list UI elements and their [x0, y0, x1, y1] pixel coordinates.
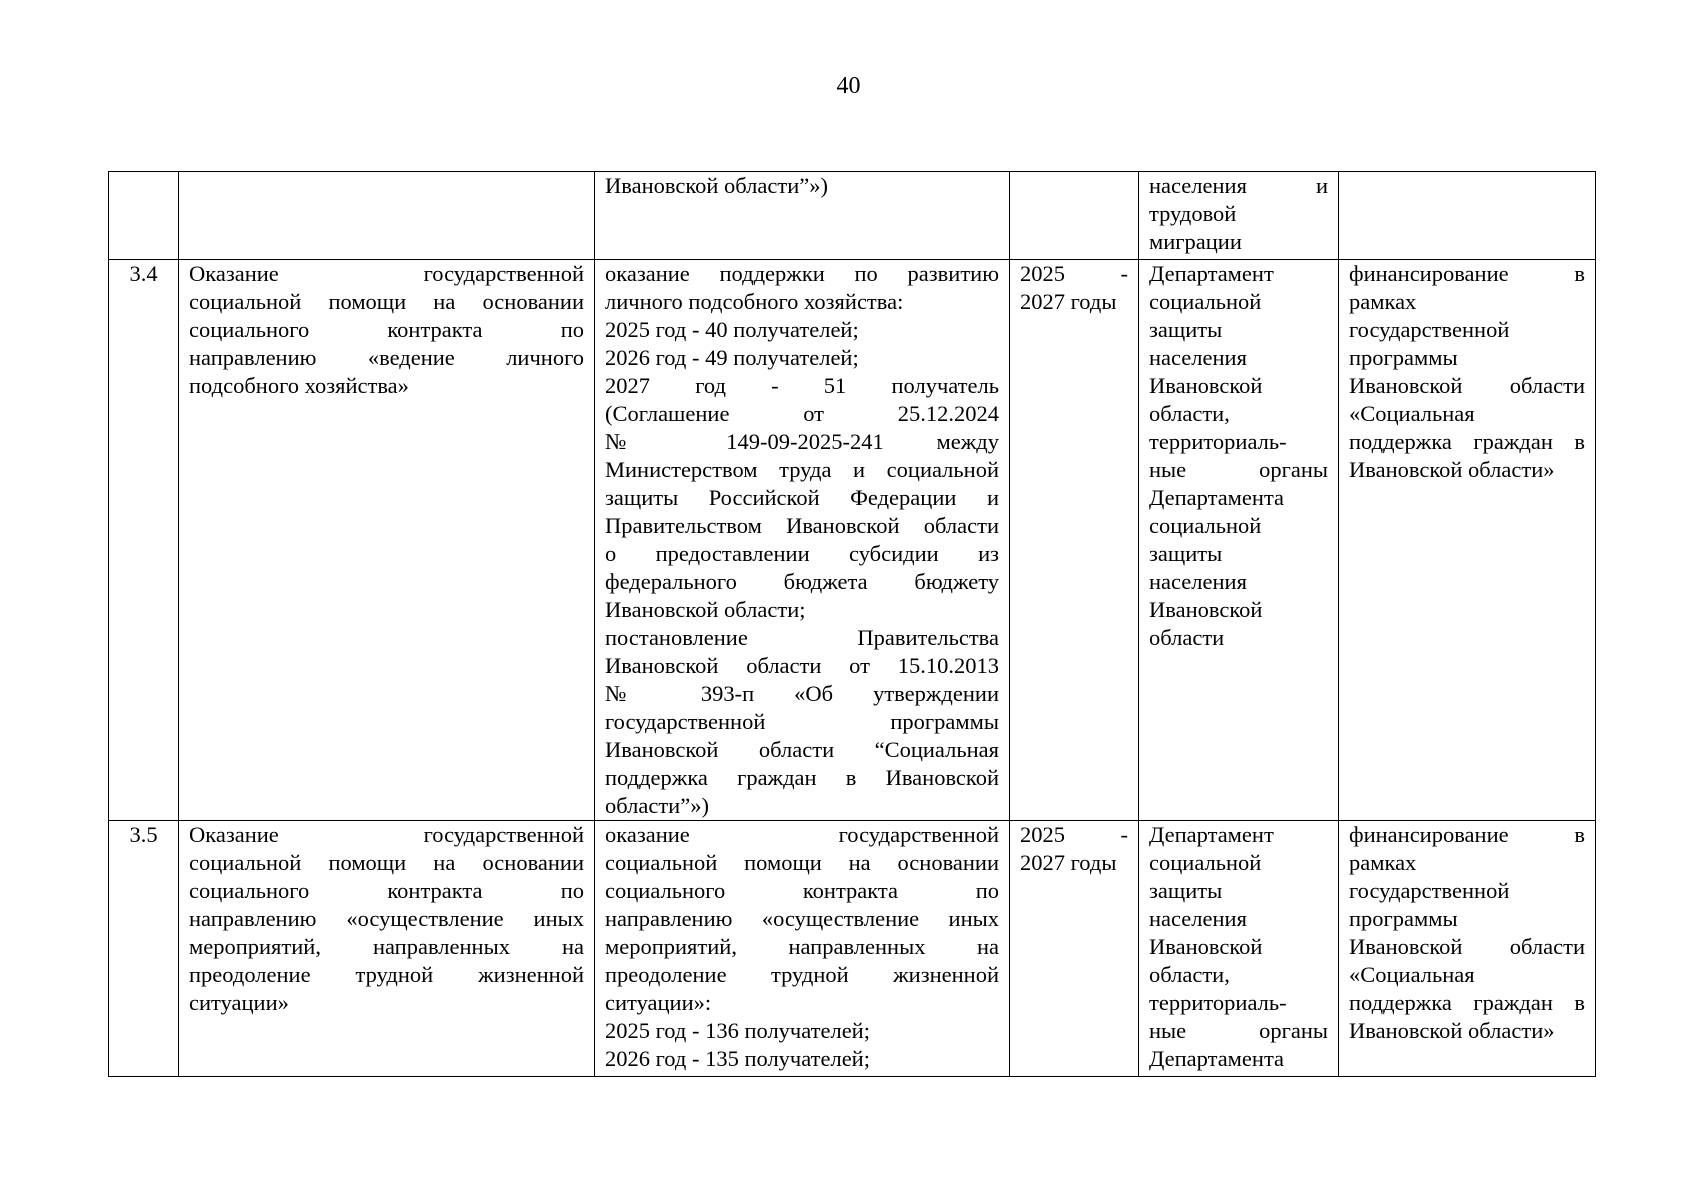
cell-text-line: защиты — [1149, 878, 1223, 903]
cell-text-line: социальной — [1149, 513, 1262, 538]
term-cell — [1010, 260, 1139, 821]
cell-text-line: государственной программы — [605, 709, 999, 734]
cell-text-line: социальной — [1149, 289, 1262, 314]
cell-text-line: социального контракта по — [189, 317, 584, 342]
cell-text-line: рамках — [1349, 850, 1417, 875]
cell-text-line: Департамента — [1149, 1046, 1285, 1071]
cell-text-line: защиты — [1149, 317, 1223, 342]
table-row — [109, 821, 1596, 1077]
cell-text-line: Ивановской области — [1349, 934, 1585, 959]
cell-text-line: направлению «ведение личного — [189, 345, 584, 370]
cell-text-line: мероприятий, направленных на — [605, 934, 999, 959]
cell-text-line: поддержка граждан в Ивановской — [605, 765, 999, 790]
cell-text-line: 2027 год - 51 получатель — [605, 373, 999, 398]
cell-text-line: Ивановской области; — [605, 597, 806, 622]
cell-text-line: 2027 годы — [1020, 289, 1117, 314]
cell-text-line: № 149-09-2025-241 между — [605, 429, 999, 454]
cell-text-line: о предоставлении субсидии из — [605, 541, 999, 566]
term-cell — [1010, 172, 1139, 260]
cell-text-line: области — [1149, 625, 1225, 650]
cell-text-line: направлению «осуществление иных — [189, 906, 584, 931]
measure-name-cell — [179, 172, 595, 260]
cell-text-line: населения и — [1149, 173, 1328, 198]
cell-text-line: Министерством труда и социальной — [605, 457, 999, 482]
cell-text-line: финансирование в — [1349, 261, 1585, 286]
cell-text-line: постановление Правительства — [605, 625, 999, 650]
table-row — [109, 172, 1596, 260]
notes-cell — [1339, 172, 1596, 260]
notes-cell — [1339, 821, 1596, 1077]
cell-text-line: поддержка граждан в — [1349, 990, 1585, 1015]
cell-text-line: Оказание государственной — [189, 822, 584, 847]
table-body — [109, 172, 1596, 1077]
measure-basis-cell — [595, 260, 1010, 821]
cell-text-line: населения — [1149, 569, 1247, 594]
cell-text-line: финансирование в — [1349, 822, 1585, 847]
cell-text-line: оказание государственной — [605, 822, 999, 847]
cell-text-line: социальной помощи на основании — [189, 289, 584, 314]
cell-text-line: области, — [1149, 962, 1230, 987]
page-number: 40 — [836, 73, 861, 99]
measure-basis-cell — [595, 172, 1010, 260]
responsible-cell — [1139, 260, 1339, 821]
row-number-cell: 3.4 — [109, 260, 179, 821]
cell-text-line: Оказание государственной — [189, 261, 584, 286]
cell-text-line: Ивановской — [1149, 597, 1263, 622]
cell-text-line: оказание поддержки по развитию — [605, 261, 999, 286]
cell-text-line: населения — [1149, 906, 1247, 931]
cell-text-line: трудовой — [1149, 201, 1237, 226]
row-number-cell: 3.5 — [109, 821, 179, 1077]
cell-text-line: населения — [1149, 345, 1247, 370]
cell-text-line: Департамент — [1149, 822, 1274, 847]
cell-text-line: Департамент — [1149, 261, 1274, 286]
cell-text-line: программы — [1349, 345, 1458, 370]
measures-table — [108, 171, 1596, 1077]
cell-text-line: Ивановской — [1149, 934, 1263, 959]
cell-text-line: направлению «осуществление иных — [605, 906, 999, 931]
cell-text-line: ситуации» — [189, 990, 289, 1015]
cell-text-line: 2025 год - 40 получателей; — [605, 317, 859, 342]
cell-text-line: подсобного хозяйства» — [189, 373, 409, 398]
cell-text-line: № 393-п «Об утверждении — [605, 681, 999, 706]
cell-text-line: преодоление трудной жизненной — [189, 962, 584, 987]
cell-text-line: (Соглашение от 25.12.2024 — [605, 401, 999, 426]
responsible-cell — [1139, 172, 1339, 260]
cell-text-line: Ивановской — [1149, 373, 1263, 398]
cell-text-line: ные органы — [1149, 457, 1328, 482]
cell-text-line: ситуации»: — [605, 990, 712, 1015]
cell-text-line: территориаль- — [1149, 990, 1287, 1015]
row-number-cell — [109, 172, 179, 260]
cell-text-line: «Социальная — [1349, 401, 1475, 426]
term-cell — [1010, 821, 1139, 1077]
cell-text-line: защиты — [1149, 541, 1223, 566]
cell-text-line: 2026 год - 135 получателей; — [605, 1046, 870, 1071]
cell-text-line: миграции — [1149, 229, 1242, 254]
cell-text-line: рамках — [1349, 289, 1417, 314]
cell-text-line: социального контракта по — [189, 878, 584, 903]
cell-text-line: Ивановской области от 15.10.2013 — [605, 653, 999, 678]
cell-text-line: 2025 год - 136 получателей; — [605, 1018, 870, 1043]
cell-text-line: Департамента — [1149, 485, 1285, 510]
cell-text-line: федерального бюджета бюджету — [605, 569, 999, 594]
cell-text-line: защиты Российской Федерации и — [605, 485, 999, 510]
cell-text-line: социального контракта по — [605, 878, 999, 903]
cell-text-line: социальной — [1149, 850, 1262, 875]
responsible-cell — [1139, 821, 1339, 1077]
cell-text-line: «Социальная — [1349, 962, 1475, 987]
cell-text-line: личного подсобного хозяйства: — [605, 289, 904, 314]
cell-text-line: 2025 - — [1020, 822, 1128, 847]
cell-text-line: 2027 годы — [1020, 850, 1117, 875]
cell-text-line: социальной помощи на основании — [189, 850, 584, 875]
cell-text-line: Ивановской области» — [1349, 457, 1555, 482]
measure-name-cell — [179, 260, 595, 821]
cell-text-line: Ивановской области “Социальная — [605, 737, 999, 762]
cell-text-line: 2025 - — [1020, 261, 1128, 286]
cell-text-line: поддержка граждан в — [1349, 429, 1585, 454]
cell-text-line: социальной помощи на основании — [605, 850, 999, 875]
measure-basis-cell — [595, 821, 1010, 1077]
cell-text-line: Ивановской области”») — [605, 173, 828, 198]
notes-cell — [1339, 260, 1596, 821]
cell-text-line: программы — [1349, 906, 1458, 931]
cell-text-line: мероприятий, направленных на — [189, 934, 584, 959]
table-row — [109, 260, 1596, 821]
cell-text-line: Ивановской области — [1349, 373, 1585, 398]
cell-text-line: области”») — [605, 793, 709, 818]
cell-text-line: 2026 год - 49 получателей; — [605, 345, 859, 370]
measure-name-cell — [179, 821, 595, 1077]
cell-text-line: Ивановской области» — [1349, 1018, 1555, 1043]
cell-text-line: области, — [1149, 401, 1230, 426]
cell-text-line: государственной — [1349, 878, 1510, 903]
cell-text-line: ные органы — [1149, 1018, 1328, 1043]
cell-text-line: преодоление трудной жизненной — [605, 962, 999, 987]
cell-text-line: Правительством Ивановской области — [605, 513, 999, 538]
cell-text-line: территориаль- — [1149, 429, 1287, 454]
cell-text-line: государственной — [1349, 317, 1510, 342]
